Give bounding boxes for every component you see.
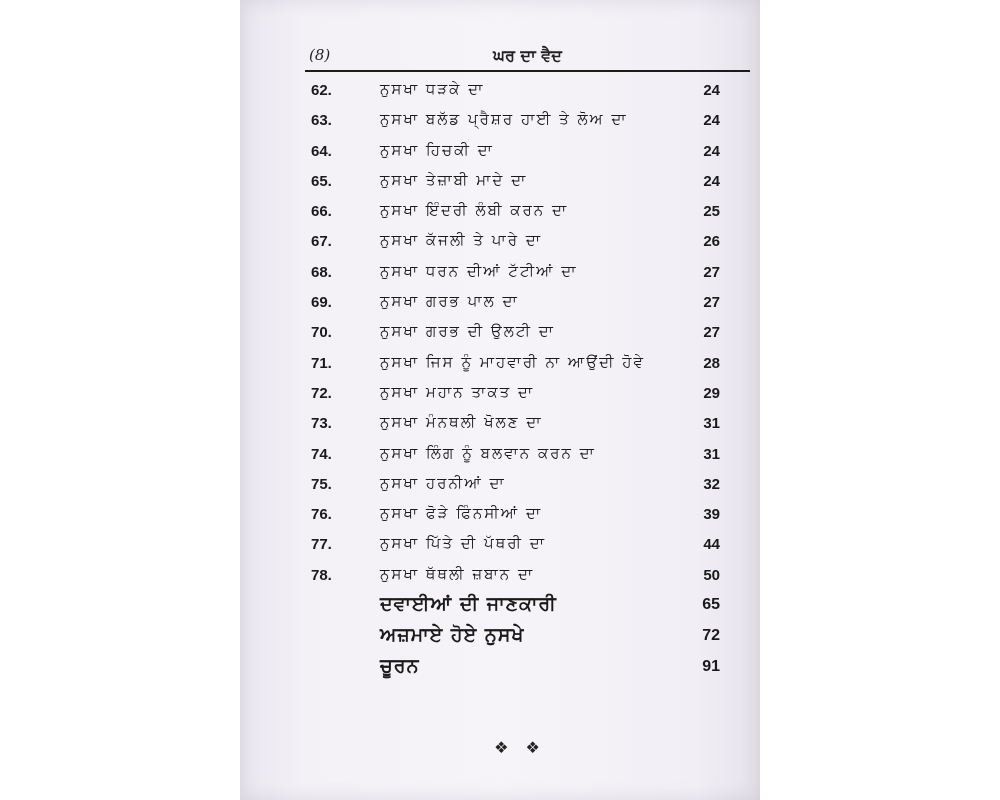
entry-number: 78. xyxy=(311,566,332,584)
entry-page: 27 xyxy=(703,263,720,281)
entry-title: ਨੁਸਖਾ ਬਲੱਡ ਪ੍ਰੈਸ਼ਰ ਹਾਈ ਤੇ ਲੋਅ ਦਾ xyxy=(380,110,628,129)
toc-entry xyxy=(305,135,750,165)
entry-page: 26 xyxy=(703,233,720,251)
entry-page: 24 xyxy=(703,112,720,130)
toc-entry xyxy=(305,104,750,134)
section-page: 65 xyxy=(702,596,720,614)
entry-page: 28 xyxy=(703,354,720,372)
entry-page: 50 xyxy=(703,566,720,584)
toc-entry xyxy=(305,528,750,558)
section-page: 91 xyxy=(702,658,720,676)
entry-title: ਨੁਸਖਾ ਥੱਥਲੀ ਜ਼ਬਾਨ ਦਾ xyxy=(380,564,535,583)
entry-title: ਨੁਸਖਾ ਜਿਸ ਨੂੰ ਮਾਹਵਾਰੀ ਨਾ ਆਉਂਦੀ ਹੋਵੇ xyxy=(380,352,645,371)
entry-page: 24 xyxy=(703,82,720,99)
entry-number: 77. xyxy=(311,536,332,554)
entry-title: ਨੁਸਖਾ ਧਰਨ ਦੀਆਂ ਟੱਟੀਆਂ ਦਾ xyxy=(380,261,578,280)
entry-page: 29 xyxy=(703,384,720,402)
entry-title: ਨੁਸਖਾ ਲਿੰਗ ਨੂੰ ਬਲਵਾਨ ਕਰਨ ਦਾ xyxy=(380,443,596,462)
entry-page: 25 xyxy=(703,203,720,221)
page-number: (8) xyxy=(309,46,331,64)
entry-title: ਨੁਸਖਾ ਇੰਦਰੀ ਲੰਬੀ ਕਰਨ ਦਾ xyxy=(380,201,569,220)
entry-page: 31 xyxy=(703,415,720,433)
entry-title: ਨੁਸਖਾ ਗਰਭ ਪਾਲ ਦਾ xyxy=(380,292,519,311)
entry-number: 72. xyxy=(311,384,332,402)
entry-title: ਨੁਸਖਾ ਹਰਨੀਆਂ ਦਾ xyxy=(380,473,506,492)
ornament-icon: ❖ ❖ xyxy=(494,738,546,757)
toc-entry xyxy=(305,407,750,437)
entry-number: 76. xyxy=(311,506,332,524)
toc-entry xyxy=(305,225,750,255)
entry-number: 71. xyxy=(311,354,332,372)
toc-entry xyxy=(305,286,750,316)
entry-title: ਨੁਸਖਾ ਧੜਕੇ ਦਾ xyxy=(380,80,485,98)
entry-number: 65. xyxy=(311,172,332,190)
toc-entry xyxy=(305,256,750,286)
toc-entry xyxy=(305,347,750,377)
entry-title: ਨੁਸਖਾ ਕੱਜਲੀ ਤੇ ਪਾਰੇ ਦਾ xyxy=(380,231,543,250)
toc-section xyxy=(305,620,750,651)
entry-number: 70. xyxy=(311,324,332,342)
entry-page: 24 xyxy=(703,172,720,190)
entry-title: ਨੁਸਖਾ ਪਿੱਤੇ ਦੀ ਪੱਥਰੀ ਦਾ xyxy=(380,534,547,553)
toc-entry xyxy=(305,377,750,407)
entry-number: 64. xyxy=(311,142,332,160)
section-title: ਚੂਰਨ xyxy=(380,655,420,678)
section-page: 72 xyxy=(702,627,720,645)
entry-title: ਨੁਸਖਾ ਤੇਜ਼ਾਬੀ ਮਾਦੇ ਦਾ xyxy=(380,170,528,189)
entry-title: ਨੁਸਖਾ ਹਿਚਕੀ ਦਾ xyxy=(380,140,494,159)
entry-number: 62. xyxy=(311,82,332,99)
entry-number: 66. xyxy=(311,203,332,221)
toc-section xyxy=(305,651,750,682)
entry-number: 63. xyxy=(311,112,332,130)
entry-page: 44 xyxy=(703,536,720,554)
entry-title: ਨੁਸਖਾ ਮੰਨਥਲੀ ਖੋਲਣ ਦਾ xyxy=(380,413,543,432)
section-title: ਅਜ਼ਮਾਏ ਹੋਏ ਨੁਸਖੇ xyxy=(380,624,525,647)
entry-number: 68. xyxy=(311,263,332,281)
entry-page: 27 xyxy=(703,324,720,342)
toc-entry xyxy=(305,165,750,195)
toc-entry xyxy=(305,316,750,346)
entry-page: 31 xyxy=(703,445,720,463)
entry-page: 27 xyxy=(703,294,720,312)
entry-page: 24 xyxy=(703,142,720,160)
entry-page: 32 xyxy=(703,475,720,493)
toc-entry xyxy=(305,74,750,104)
book-title: ਘਰ ਦਾ ਵੈਦ xyxy=(493,46,562,65)
entry-page: 39 xyxy=(703,506,720,524)
toc-entry xyxy=(305,195,750,225)
entry-number: 67. xyxy=(311,233,332,251)
entry-number: 69. xyxy=(311,294,332,312)
page-header xyxy=(305,44,750,72)
section-title: ਦਵਾਈਆਂ ਦੀ ਜਾਣਕਾਰੀ xyxy=(380,593,557,616)
entry-title: ਨੁਸਖਾ ਫੋੜੇ ਫਿੰਨਸੀਆਂ ਦਾ xyxy=(380,504,543,523)
toc-entry xyxy=(305,559,750,589)
toc-entry xyxy=(305,468,750,498)
toc-entry xyxy=(305,498,750,528)
table-of-contents xyxy=(305,74,750,682)
entry-number: 74. xyxy=(311,445,332,463)
entry-title: ਨੁਸਖਾ ਗਰਭ ਦੀ ਉਲਟੀ ਦਾ xyxy=(380,322,555,341)
entry-number: 75. xyxy=(311,475,332,493)
toc-entry xyxy=(305,438,750,468)
entry-title: ਨੁਸਖਾ ਮਹਾਨ ਤਾਕਤ ਦਾ xyxy=(380,382,535,401)
entry-number: 73. xyxy=(311,415,332,433)
toc-section xyxy=(305,589,750,620)
